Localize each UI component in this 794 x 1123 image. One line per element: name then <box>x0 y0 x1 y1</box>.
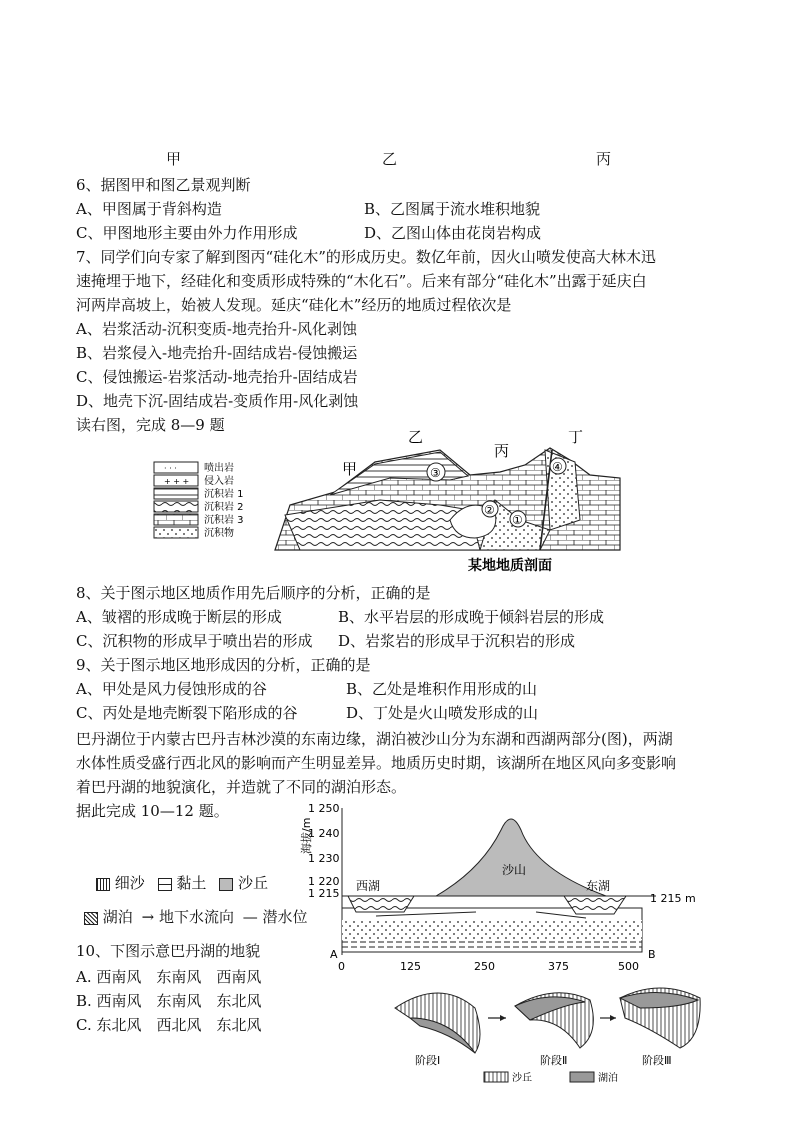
lake-ylabel: 海拔/m <box>300 817 313 854</box>
stage-1-shape <box>395 993 480 1053</box>
q6-option-a: A、甲图属于背斜构造 <box>76 200 222 218</box>
legend-water-table: 潜水位 <box>262 908 308 926</box>
q9-option-d: D、丁处是火山喷发形成的山 <box>346 704 539 722</box>
legend-sedimentary-3: 沉积岩 3 <box>204 515 244 526</box>
q7-stem-line3: 河两岸高坡上，始被人发现。延庆“硅化木”经历的地质过程依次是 <box>76 296 512 314</box>
svg-text:· · ·: · · · <box>164 464 177 473</box>
legend-extrusive: 喷出岩 <box>204 463 234 474</box>
fine-sand-swatch <box>96 878 110 891</box>
legend-sedimentary-2: 沉积岩 2 <box>204 502 244 513</box>
intro-line2: 水体性质受盛行西北风的影响而产生明显差异。地质历史时期，该湖所在地区风向多变影响 <box>76 754 677 772</box>
q7-stem-line2: 速掩埋于地下，经硅化和变质形成特殊的“木化石”。后来有部分“硅化木”出露于延庆白 <box>76 272 647 290</box>
q10-option-b: B. 西南风 东南风 东北风 <box>76 992 262 1010</box>
q7-option-a: A、岩浆活动-沉积变质-地壳抬升-风化剥蚀 <box>76 320 358 338</box>
geologic-section-figure <box>150 420 630 580</box>
q8-option-a: A、皱褶的形成晚于断层的形成 <box>76 608 282 626</box>
east-lake-label: 东湖 <box>586 879 611 893</box>
dune-label: 沙山 <box>502 863 527 877</box>
intro-line3: 着巴丹湖的地貌演化，并造就了不同的湖泊形态。 <box>76 778 407 796</box>
q9-option-c: C、丙处是地壳断裂下陷形成的谷 <box>76 704 298 722</box>
stage-1-label: 阶段Ⅰ <box>415 1054 441 1067</box>
xtick-0: 0 <box>338 960 345 972</box>
q7-option-b: B、岩浆侵入-地壳抬升-固结成岩-侵蚀搬运 <box>76 344 358 362</box>
legend-dune: 沙丘 <box>237 874 268 892</box>
q6-stem: 6、据图甲和图乙景观判断 <box>76 176 251 194</box>
lake-section-figure <box>296 800 716 972</box>
legend-fine-sand: 细沙 <box>114 874 145 892</box>
xtick-250: 250 <box>474 960 495 972</box>
q8-option-d: D、岩浆岩的形成早于沉积岩的形成 <box>338 632 576 650</box>
ytick-1250: 1 250 <box>308 802 340 815</box>
q7-option-c: C、侵蚀搬运-岩浆活动-地壳抬升-固结成岩 <box>76 368 358 386</box>
geo-label-jia: 甲 <box>342 460 358 478</box>
xtick-500: 500 <box>618 960 639 972</box>
geo-label-ding: 丁 <box>568 428 584 446</box>
stage-2-label: 阶段Ⅱ <box>540 1054 568 1067</box>
xtick-125: 125 <box>400 960 421 972</box>
q9-option-a: A、甲处是风力侵蚀形成的谷 <box>76 680 267 698</box>
arrow-icon: → <box>141 908 155 926</box>
ytick-1215: 1 215 <box>308 887 340 900</box>
q8-option-c: C、沉积物的形成早于喷出岩的形成 <box>76 632 313 650</box>
figure-label-jia: 甲 <box>166 150 182 168</box>
xtick-375: 375 <box>548 960 569 972</box>
circle-3-label: ③ <box>430 466 441 480</box>
q6-option-d: D、乙图山体由花岗岩构成 <box>364 224 542 242</box>
legend-lake: 湖泊 <box>102 908 133 926</box>
lake-swatch <box>84 912 98 925</box>
lake-legend-row1 <box>96 872 268 893</box>
q8-stem: 8、关于图示地区地质作用先后顺序的分析，正确的是 <box>76 584 431 602</box>
stage-2-shape <box>515 993 593 1048</box>
intro-line1: 巴丹湖位于内蒙古巴丹吉林沙漠的东南边缘，湖泊被沙山分为东湖和西湖两部分(图)，两湖 <box>76 730 673 748</box>
circle-4-label: ④ <box>552 460 563 474</box>
clay-swatch <box>158 878 172 891</box>
q9-option-b: B、乙处是堆积作用形成的山 <box>346 680 538 698</box>
stage-legend-lake: 湖泊 <box>598 1073 618 1084</box>
svg-text:+ + +: + + + <box>164 477 190 486</box>
geo-label-yi: 乙 <box>408 428 424 446</box>
q6-option-c: C、甲图地形主要由外力作用形成 <box>76 224 298 242</box>
q10-option-a: A. 西南风 东南风 西南风 <box>76 968 262 986</box>
figure-label-yi: 乙 <box>382 150 398 168</box>
legend-groundwater-flow: 地下水流向 <box>158 908 234 926</box>
ytick-1230: 1 230 <box>308 852 340 865</box>
dune-swatch <box>219 878 233 891</box>
circle-1-label: ① <box>512 513 523 527</box>
lake-legend-row2 <box>84 906 308 927</box>
ytick-1240: 1 240 <box>308 827 340 840</box>
legend-clay: 黏土 <box>176 874 207 892</box>
legend-sediment: 沉积物 <box>204 528 234 539</box>
legend-intrusive: 侵入岩 <box>204 476 234 487</box>
legend-sedimentary-1: 沉积岩 1 <box>204 489 244 500</box>
stage-3-shape <box>620 988 700 1048</box>
geo-profile <box>275 428 620 574</box>
q10-option-c: C. 东北风 西北风 东北风 <box>76 1016 262 1034</box>
q6-option-b: B、乙图属于流水堆积地貌 <box>364 200 541 218</box>
stage-legend-dune: 沙丘 <box>512 1073 532 1084</box>
ytick-1220: 1 220 <box>308 875 340 888</box>
circle-2-label: ② <box>484 503 495 517</box>
q7-option-d: D、地壳下沉-固结成岩-变质作用-风化剥蚀 <box>76 392 359 410</box>
lake-stages-figure <box>380 978 710 1088</box>
intro-line4: 据此完成 10—12 题。 <box>76 802 229 820</box>
point-b: B <box>648 948 656 961</box>
read-right-instruction: 读右图，完成 8—9 题 <box>76 416 225 434</box>
q10-stem: 10、下图示意巴丹湖的地貌 <box>76 942 261 960</box>
geo-label-bing: 丙 <box>494 442 510 460</box>
water-level-label: 1 215 m <box>650 892 696 905</box>
dash-icon: — <box>242 908 258 926</box>
q7-stem-line1: 7、同学们向专家了解到图丙“硅化木”的形成历史。数亿年前，因火山喷发使高大林木迅 <box>76 248 656 266</box>
point-a: A <box>330 948 338 961</box>
q8-option-b: B、水平岩层的形成晚于倾斜岩层的形成 <box>338 608 605 626</box>
west-lake-label: 西湖 <box>356 879 381 893</box>
q9-stem: 9、关于图示地区地形成因的分析，正确的是 <box>76 656 371 674</box>
geo-legend <box>154 461 244 539</box>
geo-caption: 某地地质剖面 <box>468 558 552 574</box>
stage-3-label: 阶段Ⅲ <box>642 1054 672 1067</box>
figure-label-bing: 丙 <box>596 150 612 168</box>
